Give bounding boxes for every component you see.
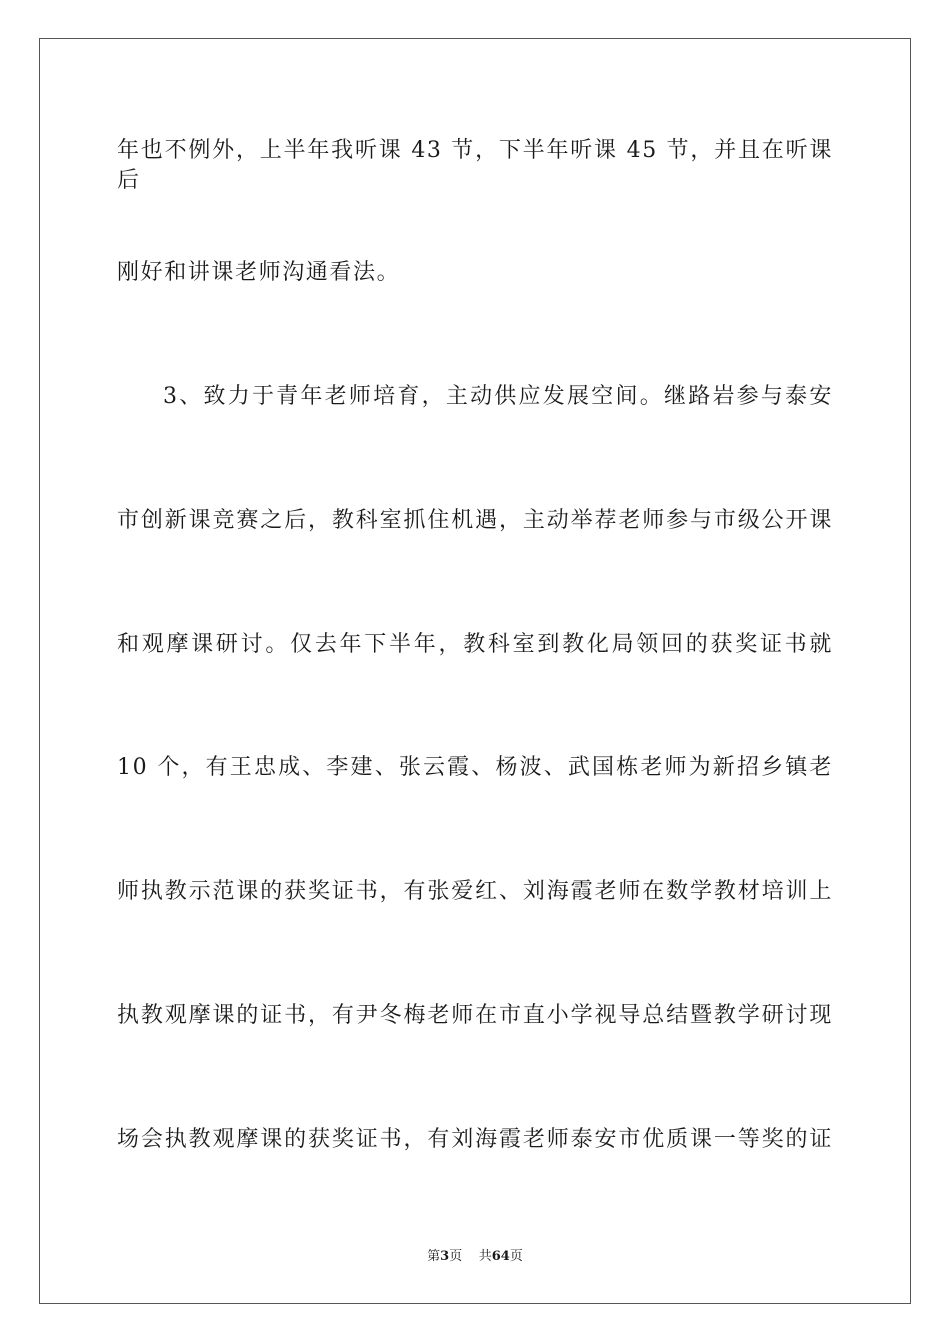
body-text-line-6: 10 个，有王忠成、李建、张云霞、杨波、武国栋老师为新招乡镇老 — [117, 755, 833, 780]
footer-current-page: 3 — [440, 1249, 450, 1264]
footer-prefix: 第 — [427, 1249, 441, 1264]
body-text-line-9: 场会执教观摩课的获奖证书，有刘海霞老师泰安市优质课一等奖的证 — [117, 1127, 833, 1152]
footer-total-pages: 64 — [491, 1249, 510, 1264]
page-border — [39, 38, 911, 1304]
body-text-line-1: 年也不例外，上半年我听课 43 节，下半年听课 45 节，并且在听课后 — [117, 138, 833, 193]
body-text-line-4: 市创新课竞赛之后，教科室抓住机遇，主动举荐老师参与市级公开课 — [117, 508, 833, 533]
page-footer — [0, 1248, 950, 1266]
body-text-line-2: 刚好和讲课老师沟通看法。 — [117, 260, 401, 285]
body-text-line-5: 和观摩课研讨。仅去年下半年，教科室到教化局领回的获奖证书就 — [117, 632, 833, 657]
footer-suffix: 页 — [509, 1249, 523, 1264]
body-text-line-3: 3、致力于青年老师培育，主动供应发展空间。继路岩参与泰安 — [163, 384, 833, 409]
body-text-line-8: 执教观摩课的证书，有尹冬梅老师在市直小学视导总结暨教学研讨现 — [117, 1003, 833, 1028]
footer-mid: 页 共 — [449, 1249, 492, 1264]
body-text-line-7: 师执教示范课的获奖证书，有张爱红、刘海霞老师在数学教材培训上 — [117, 879, 833, 904]
